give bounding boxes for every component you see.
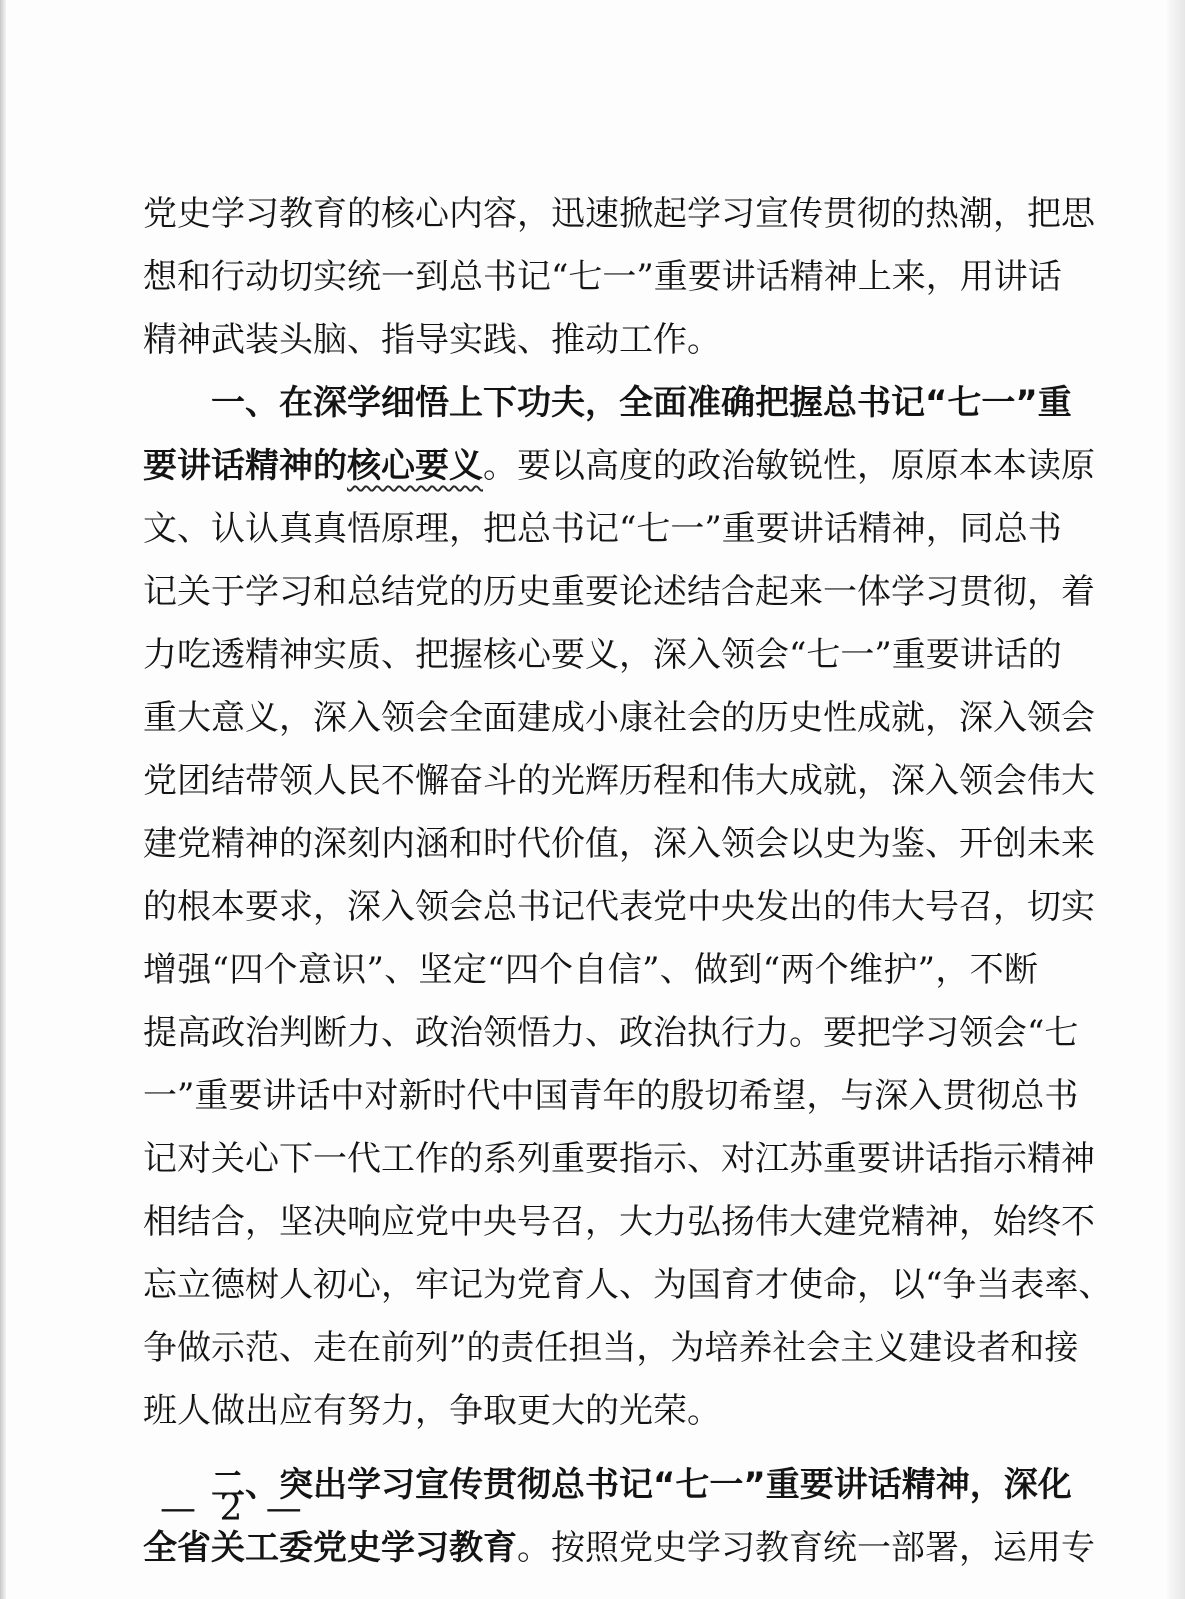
line-text: 忘立德树人初心，牢记为党育人、为国育才使命，以“争当表率、 xyxy=(143,1265,1113,1305)
body-text xyxy=(143,188,1113,1585)
section-heading-1-line-2 xyxy=(143,440,1095,492)
line-text: 一”重要讲话中对新时代中国青年的殷切希望，与深入贯彻总书 xyxy=(143,1076,1079,1116)
line-text: 想和行动切实统一到总书记“七一”重要讲话精神上来，用讲话 xyxy=(143,257,1062,297)
scan-left-edge xyxy=(0,0,6,1599)
section-heading-text: 全省关工委党史学习教育 xyxy=(143,1528,517,1568)
text-line-3 xyxy=(143,314,1038,366)
text-line-19 xyxy=(143,1322,1079,1374)
text-line-12 xyxy=(143,881,1095,933)
section-heading-1-line-1 xyxy=(143,377,1072,429)
section-heading-text: 要讲话精神的 xyxy=(143,446,347,486)
text-line-16 xyxy=(143,1133,1095,1185)
section-heading-text: 二、突出学习宣传贯彻总书记“七一”重要讲话精神，深化 xyxy=(211,1465,1072,1505)
section-heading-text: 一、在深学细悟上下功夫，全面准确把握总书记“七一”重 xyxy=(211,383,1072,423)
line-text: 重大意义，深入领会全面建成小康社会的历史性成就，深入领会 xyxy=(143,698,1095,738)
line-text: 增强“四个意识”、坚定“四个自信”、做到“两个维护”，不断 xyxy=(143,950,1038,990)
line-text: 党史学习教育的核心内容，迅速掀起学习宣传贯彻的热潮，把思 xyxy=(143,194,1095,234)
section-heading-2-line-2 xyxy=(143,1522,1095,1574)
text-line-1 xyxy=(143,188,1095,240)
text-line-2 xyxy=(143,251,1062,303)
line-text: 。按照党史学习教育统一部署，运用专 xyxy=(517,1528,1095,1568)
line-text: 建党精神的深刻内涵和时代价值，深入领会以史为鉴、开创未来 xyxy=(143,824,1095,864)
line-text: 的根本要求，深入领会总书记代表党中央发出的伟大号召，切实 xyxy=(143,887,1095,927)
line-text: 记关于学习和总结党的历史重要论述结合起来一体学习贯彻，着 xyxy=(143,572,1095,612)
line-text: 力吃透精神实质、把握核心要义，深入领会“七一”重要讲话的 xyxy=(143,635,1062,675)
line-text: 相结合，坚决响应党中央号召，大力弘扬伟大建党精神，始终不 xyxy=(143,1202,1095,1242)
text-line-14 xyxy=(143,1007,1079,1059)
text-line-15 xyxy=(143,1070,1079,1122)
line-text: 班人做出应有努力，争取更大的光荣。 xyxy=(143,1391,721,1431)
line-text: 提高政治判断力、政治领悟力、政治执行力。要把学习领会“七 xyxy=(143,1013,1079,1053)
wavy-underlined-phrase: 核心要义 xyxy=(347,446,483,486)
text-line-10 xyxy=(143,755,1095,807)
text-line-8 xyxy=(143,629,1062,681)
line-text: 文、认认真真悟原理，把总书记“七一”重要讲话精神，同总书 xyxy=(143,509,1062,549)
text-line-20 xyxy=(143,1385,1038,1437)
text-line-11 xyxy=(143,818,1095,870)
line-text: 精神武装头脑、指导实践、推动工作。 xyxy=(143,320,721,360)
scan-right-edge xyxy=(1167,0,1185,1599)
text-line-18 xyxy=(143,1259,1113,1311)
line-text: 记对关心下一代工作的系列重要指示、对江苏重要讲话指示精神 xyxy=(143,1139,1095,1179)
text-line-13 xyxy=(143,944,1038,996)
page-number: — 2 — xyxy=(160,1488,308,1529)
line-text: 。要以高度的政治敏锐性，原原本本读原 xyxy=(483,446,1095,486)
text-line-9 xyxy=(143,692,1095,744)
line-text: 党团结带领人民不懈奋斗的光辉历程和伟大成就，深入领会伟大 xyxy=(143,761,1095,801)
text-line-6 xyxy=(143,503,1062,555)
line-text: 争做示范、走在前列”的责任担当，为培养社会主义建设者和接 xyxy=(143,1328,1079,1368)
text-line-17 xyxy=(143,1196,1095,1248)
text-line-7 xyxy=(143,566,1095,618)
